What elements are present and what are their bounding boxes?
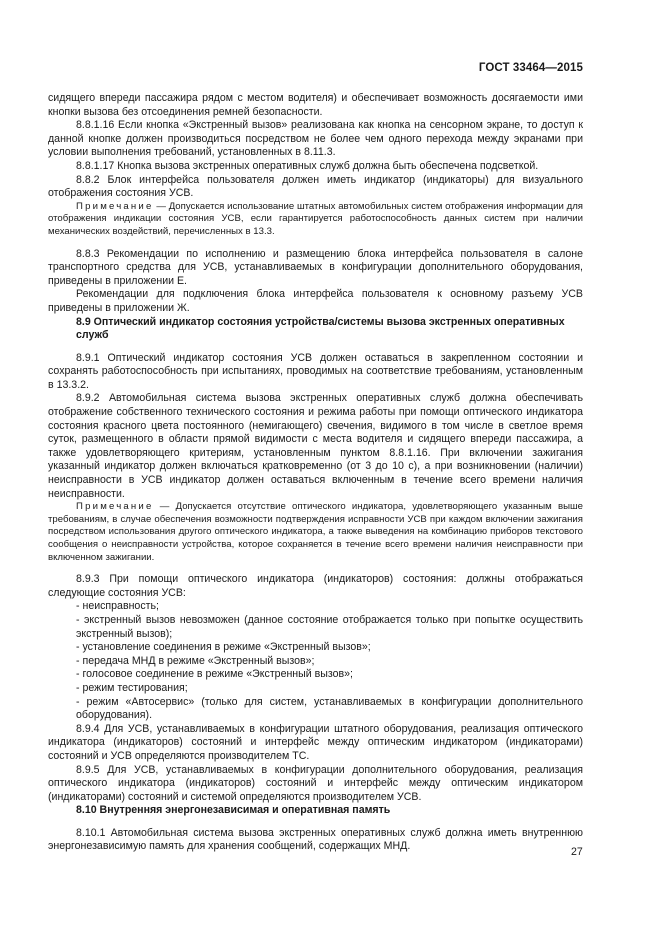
paragraph: 8.9.5 Для УСВ, устанавливаемых в конфигурации дополнительного оборудования, реализация оптического индикатора (индикаторов) состояний и интерфейс между оптическим индикатором (индикаторами) состояний и системой определяются производителем УСВ. — [48, 763, 583, 803]
paragraph: 8.9.2 Автомобильная система вызова экстренных оперативных служб должна обеспечивать отображение собственного технического состояния и режима работы при помощи оптического индикатора состояния красного цвета постоянного (немигающего) свечения, видимого в том числе в светлое время суток, размещенного в области прямой видимости с места водителя и сидящего впереди пассажира, а также удовлетворяющего критериям, установленным пунктом 8.8.1.16. При включении зажигания указанный индикатор должен включаться кратковременно (от 3 до 10 с), а при возникновении (наличии) неисправности в УСВ индикатор должен оставаться включенным в течение всего времени наличия неисправности. — [48, 392, 583, 500]
page-number: 27 — [571, 846, 583, 858]
list-item: - установление соединения в режиме «Экстренный вызов»; — [76, 641, 371, 654]
list-item: - режим «Автосервис» (только для систем, устанавливаемых в конфигурации дополнительного оборудования). — [76, 695, 583, 722]
note-label: Примечание — [76, 200, 154, 212]
paragraph: 8.9.3 При помощи оптического индикатора (индикаторов) состояния: должны отображаться следующие состояния УСВ: — [48, 573, 583, 599]
paragraph: сидящего впереди пассажира рядом с местом водителя) и обеспечивает возможность досягаемости ими кнопки вызова без отсоединения ремней безопасности. — [48, 92, 583, 118]
page-content — [48, 92, 583, 854]
paragraph: 8.8.1.16 Если кнопка «Экстренный вызов» реализована как кнопка на сенсорном экране, то доступ к данной кнопке должен производиться посредством не более чем одного перехода между экранами при условии выполнения требований, установленных в 8.11.3. — [48, 119, 583, 159]
list-item: - экстренный вызов невозможен (данное состояние отображается только при попытке осуществить экстренный вызов); — [76, 613, 583, 640]
section-heading: 8.9 Оптический индикатор состояния устройства/системы вызова экстренных оперативных служб — [76, 315, 565, 342]
paragraph: Рекомендации для подключения блока интерфейса пользователя к основному разъему УСВ приведены в приложении Ж. — [48, 288, 583, 314]
paragraph: 8.8.2 Блок интерфейса пользователя должен иметь индикатор (индикаторы) для визуального отображения состояния УСВ. — [48, 173, 583, 200]
note-text: — Допускается отсутствие оптического индикатора, удовлетворяющего указанным выше требованиям, в случае обеспечения возможности подтверждения исправности УСВ при каждом включении зажигания посредством использования другого оптического индикатора, а также выведения на комбинацию приборов текстового сообщения о неисправности устройства, которое сохраняется в течение всего времени наличия неисправности при включенном зажигании. — [48, 501, 584, 563]
note — [48, 501, 583, 564]
paragraph: 8.10.1 Автомобильная система вызова экстренных оперативных служб должна иметь внутреннюю энергонезависимую память для хранения сообщений, содержащих МНД. — [48, 826, 583, 853]
paragraph: 8.9.4 Для УСВ, устанавливаемых в конфигурации штатного оборудования, реализация оптического индикатора (индикаторов) состояний и интерфейс между оптическим индикатором (индикаторами) состояний и УСВ определяются производителем ТС. — [48, 722, 583, 762]
paragraph: 8.8.1.17 Кнопка вызова экстренных оперативных служб должна быть обеспечена подсветкой. — [76, 159, 539, 172]
note — [48, 201, 583, 239]
paragraph: 8.8.3 Рекомендации по исполнению и размещению блока интерфейса пользователя в салоне транспортного средства для УСВ, устанавливаемых в конфигурации дополнительного оборудования, приведены в приложении Е. — [48, 247, 583, 287]
list-item: - передача МНД в режиме «Экстренный вызов»; — [76, 654, 315, 667]
note-label: Примечание — [76, 501, 154, 513]
list-item: - режим тестирования; — [76, 681, 188, 694]
list-item: - голосовое соединение в режиме «Экстренный вызов»; — [76, 668, 353, 681]
paragraph: 8.9.1 Оптический индикатор состояния УСВ должен оставаться в закрепленном состоянии и сохранять работоспособность при испытаниях, проводимых на соответствие требованиям, установленным в 13.3.2. — [48, 351, 583, 391]
section-heading: 8.10 Внутренняя энергонезависимая и оперативная память — [76, 804, 391, 817]
note-text: — Допускается использование штатных автомобильных систем отображения информации для отображения индикации состояния УСВ, если гарантируется работоспособность данных систем при наличии механических воздействий, перечисленных в 13.3. — [48, 200, 584, 237]
list-item: - неисправность; — [76, 600, 159, 613]
document-header: ГОСТ 33464—2015 — [478, 62, 583, 74]
